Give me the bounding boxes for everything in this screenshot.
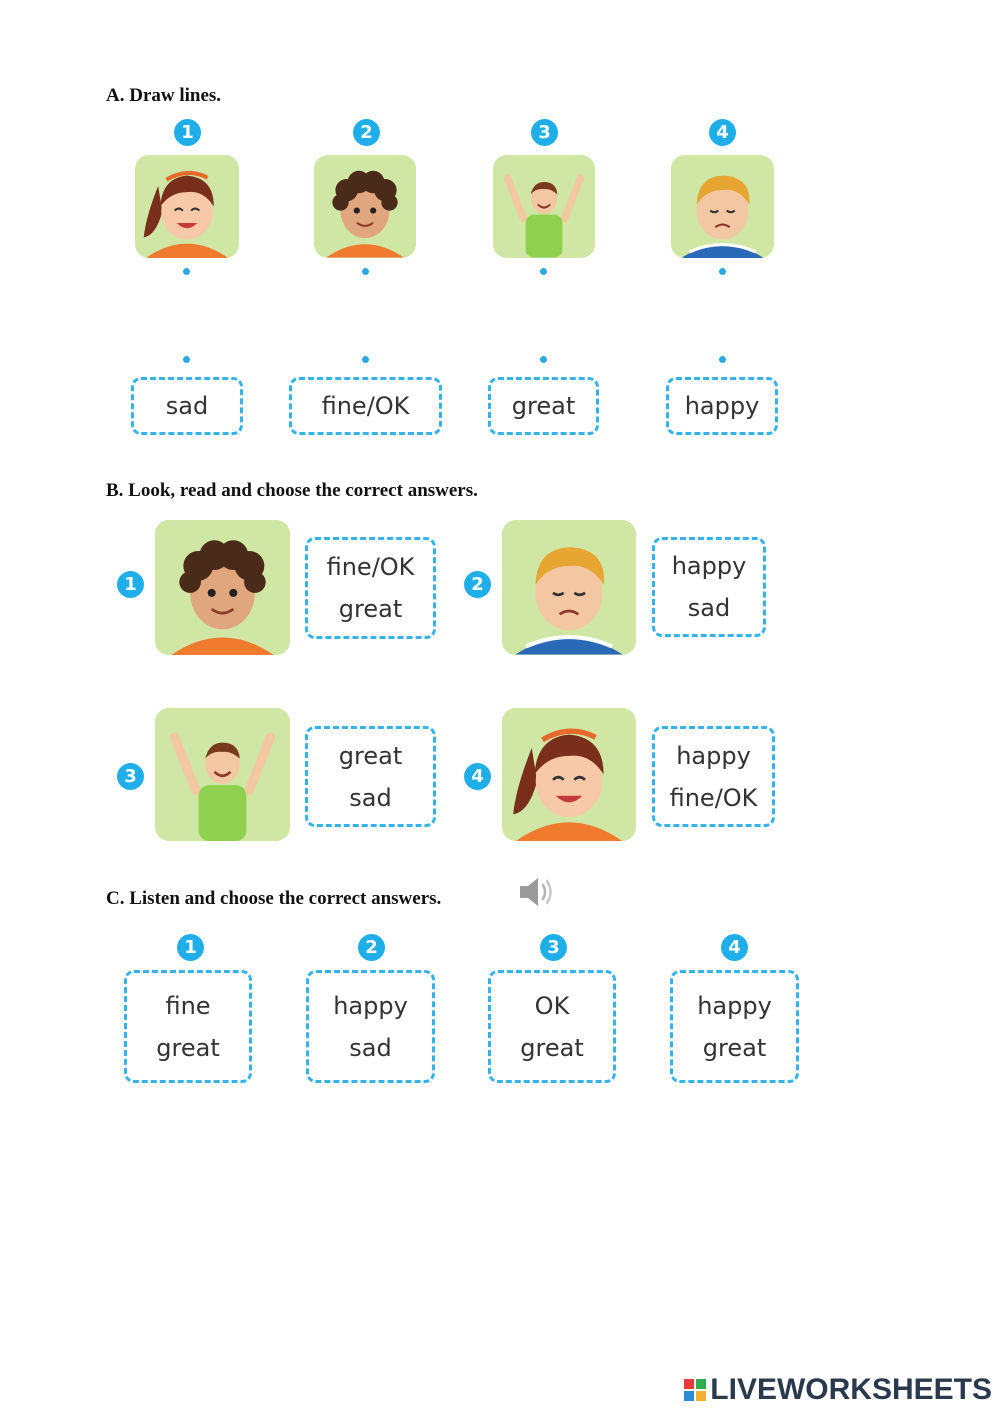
- choice-box-c3: [488, 970, 616, 1083]
- choice-option[interactable]: happy: [671, 552, 747, 580]
- section-a-heading: A. Draw lines.: [106, 85, 222, 106]
- match-dot-top-3[interactable]: [540, 268, 547, 275]
- number-badge-c3: 3: [540, 934, 567, 961]
- girl-happy-picture: [135, 155, 239, 258]
- word-box-great: great: [488, 377, 599, 435]
- choice-option[interactable]: great: [156, 1033, 220, 1062]
- choice-box-c1: [124, 970, 252, 1083]
- number-badge-a1: 1: [174, 119, 201, 146]
- boy-fine-picture: [314, 155, 416, 258]
- boy-sad-picture-b2: [502, 520, 636, 655]
- choice-option[interactable]: happy: [676, 741, 751, 770]
- choice-option[interactable]: fine/OK: [669, 783, 758, 812]
- boy-great-picture-b3: [155, 708, 290, 841]
- number-badge-b4: 4: [464, 763, 491, 790]
- choice-option[interactable]: great: [338, 595, 403, 623]
- choice-option[interactable]: great: [338, 741, 403, 770]
- choice-box-c4: [670, 970, 799, 1083]
- number-badge-a3: 3: [531, 119, 558, 146]
- choice-option[interactable]: great: [702, 1033, 767, 1062]
- choice-option[interactable]: great: [520, 1033, 584, 1062]
- match-dot-bottom-1[interactable]: [183, 356, 190, 363]
- speaker-icon[interactable]: [516, 874, 556, 910]
- match-dot-top-2[interactable]: [362, 268, 369, 275]
- number-badge-c1: 1: [177, 934, 204, 961]
- number-badge-a2: 2: [353, 119, 380, 146]
- choice-option[interactable]: fine: [165, 991, 211, 1020]
- section-c-heading: C. Listen and choose the correct answers.: [106, 888, 442, 909]
- choice-option[interactable]: happy: [697, 991, 772, 1020]
- choice-box-c2: [306, 970, 435, 1083]
- liveworksheets-logo: [684, 1373, 992, 1407]
- choice-box-b2: [652, 537, 766, 637]
- choice-option[interactable]: OK: [534, 991, 570, 1020]
- match-dot-top-1[interactable]: [183, 268, 190, 275]
- brand-name: LIVEWORKSHEETS: [710, 1373, 992, 1406]
- choice-option[interactable]: sad: [349, 1033, 392, 1062]
- logo-mark-icon: [684, 1379, 706, 1401]
- match-dot-top-4[interactable]: [719, 268, 726, 275]
- section-b-heading: B. Look, read and choose the correct answers.: [106, 480, 478, 501]
- choice-box-b3: [305, 726, 436, 827]
- choice-box-b4: [652, 726, 775, 827]
- number-badge-c2: 2: [358, 934, 385, 961]
- match-dot-bottom-3[interactable]: [540, 356, 547, 363]
- number-badge-a4: 4: [709, 119, 736, 146]
- choice-option[interactable]: happy: [333, 991, 408, 1020]
- boy-fine-picture-b1: [155, 520, 290, 655]
- match-dot-bottom-2[interactable]: [362, 356, 369, 363]
- match-dot-bottom-4[interactable]: [719, 356, 726, 363]
- choice-option[interactable]: sad: [349, 783, 392, 812]
- boy-great-picture: [493, 155, 595, 258]
- choice-option[interactable]: fine/OK: [326, 553, 415, 581]
- word-box-fine-ok: fine/OK: [289, 377, 442, 435]
- number-badge-b1: 1: [117, 571, 144, 598]
- word-box-happy: happy: [666, 377, 778, 435]
- number-badge-b3: 3: [117, 763, 144, 790]
- choice-box-b1: [305, 537, 436, 639]
- number-badge-c4: 4: [721, 934, 748, 961]
- word-box-sad: sad: [131, 377, 243, 435]
- girl-happy-picture-b4: [502, 708, 636, 841]
- number-badge-b2: 2: [464, 571, 491, 598]
- boy-sad-picture: [671, 155, 774, 258]
- choice-option[interactable]: sad: [687, 594, 731, 622]
